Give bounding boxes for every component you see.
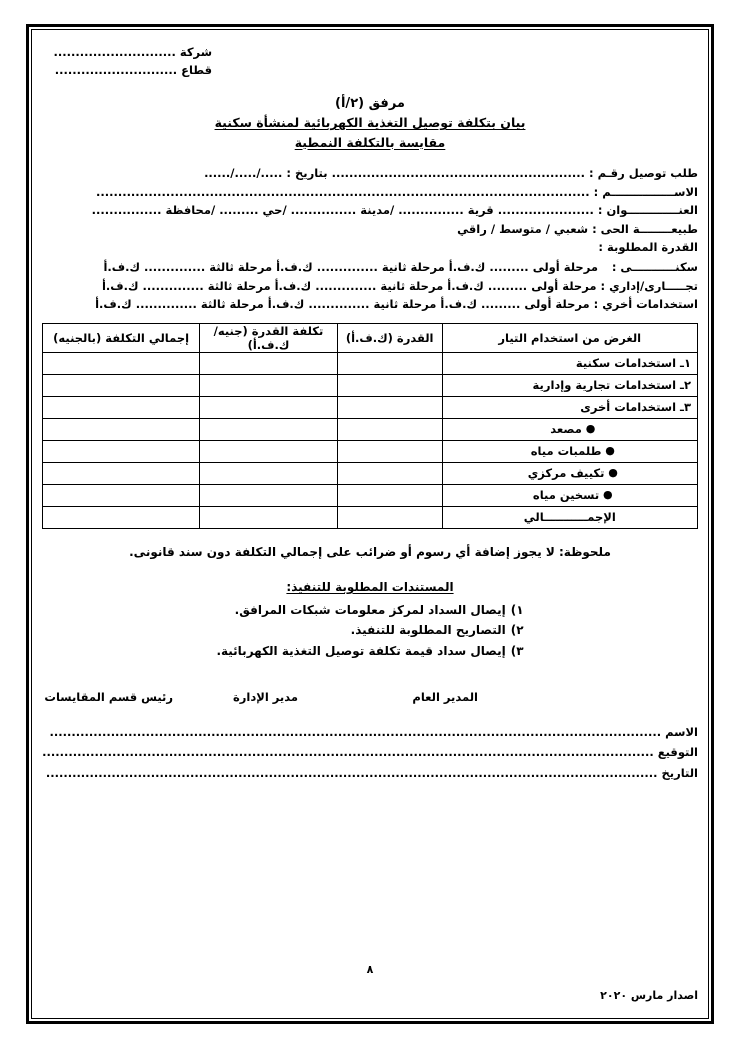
table-header-row (43, 323, 698, 352)
phase2-input[interactable]: .............. (315, 278, 377, 293)
signature-line-input[interactable]: ............................................................................................................................................ (42, 745, 654, 760)
cell-purpose (442, 440, 697, 462)
signature-line-input[interactable]: ............................................................................................................................................ (49, 724, 662, 739)
signature-roles (42, 690, 698, 708)
document-list-item (216, 641, 523, 662)
phase3-input[interactable]: .............. (144, 259, 206, 274)
document-title: بيان بتكلفة توصيل التغذية الكهربائية لمنشأة سكنية (214, 115, 526, 131)
cell-unit-cost[interactable] (200, 484, 338, 506)
cell-total-cost[interactable] (43, 418, 200, 440)
page-number: ٨ (366, 963, 374, 976)
required-documents (42, 577, 698, 662)
cell-total-cost[interactable] (43, 506, 200, 528)
phase3-unit: ك.ف.أ (101, 278, 139, 293)
page-content (42, 38, 698, 1010)
cell-purpose: ١ـ استخدامات سكنية (442, 352, 697, 374)
cell-power[interactable] (337, 352, 442, 374)
cell-purpose: ٢ـ استخدامات تجارية وإدارية (442, 374, 697, 396)
request-number-input[interactable]: .......................................................... (331, 165, 585, 180)
company-value: ............................ (53, 45, 176, 59)
signature-line-label: الاسم (661, 724, 698, 739)
signature-role-department-manager: مدير الإدارة (233, 689, 298, 704)
document-list-item (216, 600, 523, 621)
capacity-row-label: تجـــــارى/إداري : (600, 278, 698, 293)
cell-purpose-label: مصعد (550, 422, 582, 437)
cell-power[interactable] (337, 484, 442, 506)
header-total-cost: إجمالي التكلفة (بالجنيه) (43, 323, 200, 352)
cell-power[interactable] (337, 462, 442, 484)
table-row (43, 462, 698, 484)
district-nature-options[interactable]: شعبي / متوسط / راقي (457, 221, 589, 236)
phase1-input[interactable]: ......... (481, 297, 521, 312)
cell-purpose-label: تسخين مياه (532, 488, 600, 503)
cell-unit-cost[interactable] (200, 352, 338, 374)
header-unit-cost: تكلفة القدرة (جنيه/ك.ف.أ) (200, 323, 338, 352)
cell-power[interactable] (337, 440, 442, 462)
signature-role-general-manager: المدير العام (412, 689, 478, 704)
signature-line-label: التاريخ (657, 765, 698, 780)
document-list-item (216, 620, 523, 641)
document-item-number: ٢) (510, 623, 524, 638)
document-item-text: إيصال السداد لمركز معلومات شبكات المرافق. (234, 602, 506, 617)
cell-unit-cost[interactable] (200, 462, 338, 484)
address-district-input[interactable]: ......... (219, 203, 259, 218)
legal-note: ملحوظة: لا يجوز إضافة أي رسوم أو ضرائب على إجمالي التكلفة دون سند قانونى. (129, 544, 611, 559)
phase1-input[interactable]: ......... (489, 259, 529, 274)
cell-power[interactable] (337, 506, 442, 528)
phase2-label: مرحلة ثانية (380, 278, 444, 293)
cell-purpose: ٣ـ استخدامات أخرى (442, 396, 697, 418)
company-line (42, 44, 698, 62)
request-number-row (42, 164, 698, 183)
table-row (43, 418, 698, 440)
document-item-number: ١) (510, 602, 524, 617)
table-row (43, 484, 698, 506)
cell-unit-cost[interactable] (200, 418, 338, 440)
capacity-block (42, 238, 698, 313)
bullet-icon: ● (599, 488, 613, 502)
address-governorate-label: /محافظة (165, 203, 216, 218)
cell-unit-cost[interactable] (200, 440, 338, 462)
phase3-label: مرحلة ثالثة (200, 297, 264, 312)
applicant-name-label: الاســــــــــــــــم : (593, 184, 698, 199)
issue-date: اصدار مارس ٢٠٢٠ (600, 989, 698, 1002)
usage-cost-table (42, 323, 698, 529)
cell-purpose (442, 462, 697, 484)
bullet-icon: ● (581, 422, 596, 436)
capacity-row-label: استخدامات أخري : (593, 297, 698, 312)
table-row (43, 374, 698, 396)
cell-power[interactable] (337, 396, 442, 418)
cell-unit-cost[interactable] (200, 396, 338, 418)
header-purpose: الغرض من استخدام التيار (442, 323, 697, 352)
address-village-input[interactable]: ............... (398, 203, 464, 218)
header-power: القدرة (ك.ف.أ) (337, 323, 442, 352)
phase2-label: مرحلة ثانية (373, 297, 437, 312)
phase1-input[interactable]: ......... (487, 278, 528, 293)
phase1-unit: ك.ف.أ (448, 259, 486, 274)
company-label: شركة (179, 45, 212, 59)
signature-line-label: التوقيع (653, 745, 698, 760)
phase3-label: مرحلة ثالثة (209, 259, 273, 274)
address-label: العنـــــــــــــوان : (597, 203, 698, 218)
cell-purpose-label: طلمبات مياه (530, 444, 602, 459)
signature-lines (42, 722, 698, 783)
table-row (43, 352, 698, 374)
phase1-unit: ك.ف.أ (447, 278, 484, 293)
cell-total-cost[interactable] (43, 352, 200, 374)
applicant-name-input[interactable]: ................................................................................................................. (95, 184, 590, 199)
phase3-input[interactable]: .............. (135, 297, 197, 312)
bullet-icon: ● (601, 444, 615, 458)
request-fields (42, 164, 698, 239)
cell-purpose-label: تكييف مركزي (527, 466, 605, 481)
phase1-label: مرحلة أولى (531, 278, 597, 293)
address-input[interactable]: ...................... (497, 203, 594, 218)
sector-line (42, 62, 698, 80)
signature-line-التوقيع (42, 742, 698, 762)
district-nature-row (42, 220, 698, 239)
signature-role-head-of-section: رئيس قسم المقايسات (44, 689, 173, 704)
signature-line-الاسم (42, 722, 698, 742)
capacity-title: القدرة المطلوبة : (598, 240, 698, 255)
address-city-input[interactable]: ............... (290, 203, 357, 218)
phase2-input[interactable]: .............. (308, 297, 370, 312)
cell-purpose: الإجمـــــــــــالي (442, 506, 697, 528)
address-row (42, 201, 698, 220)
capacity-row-other (42, 295, 698, 314)
cell-total-cost[interactable] (43, 374, 200, 396)
phase3-unit: ك.ف.أ (95, 297, 132, 312)
signature-line-التاريخ (42, 763, 698, 783)
sector-value: ............................ (54, 62, 178, 77)
cell-purpose (442, 418, 697, 440)
sector-label: قطاع (181, 62, 212, 77)
cell-total-cost[interactable] (43, 396, 200, 418)
cell-total-cost[interactable] (43, 440, 200, 462)
document-subtitle: مقايسة بالتكلفة النمطية (294, 134, 446, 150)
applicant-name-row (42, 183, 698, 202)
cell-total-cost[interactable] (43, 484, 200, 506)
request-date-input[interactable]: ...../...../...... (204, 165, 283, 180)
capacity-row-commercial (42, 277, 698, 296)
document-item-text: التصاريح المطلوبة للتنفيذ. (350, 623, 506, 638)
phase2-label: مرحلة ثانية (381, 259, 445, 274)
phase2-unit: ك.ف.أ (267, 297, 305, 312)
capacity-row-residential (42, 258, 698, 277)
required-documents-title: المستندات المطلوبة للتنفيذ: (286, 579, 454, 594)
cell-total-cost[interactable] (43, 462, 200, 484)
cell-purpose (442, 484, 697, 506)
table-row (43, 396, 698, 418)
phase3-input[interactable]: .............. (142, 278, 204, 293)
request-number-label: طلب توصيل رقـم : (588, 165, 698, 180)
request-date-label: بتاريخ : (286, 165, 328, 180)
table-row (43, 506, 698, 528)
signature-line-input[interactable]: ............................................................................................................................................ (45, 765, 658, 780)
phase2-unit: ك.ف.أ (274, 278, 312, 293)
capacity-row-label: سكنـــــــــــى : (611, 259, 698, 274)
phase1-label: مرحلة أولى (532, 259, 598, 274)
phase3-label: مرحلة ثالثة (207, 278, 271, 293)
title-block (42, 94, 698, 152)
document-item-number: ٣) (510, 644, 524, 659)
address-village-label: قرية (467, 203, 494, 218)
district-nature-label: طبيعــــــــة الحى : (592, 221, 698, 236)
phase3-unit: ك.ف.أ (103, 259, 141, 274)
phase1-label: مرحلة أولى (524, 297, 590, 312)
document-item-text: إيصال سداد قيمة تكلفة توصيل التغذية الكهربائية. (216, 644, 506, 659)
annex-title: مرفق (٢/أ) (335, 95, 405, 111)
table-row (43, 440, 698, 462)
phase1-unit: ك.ف.أ (440, 297, 477, 312)
cell-power[interactable] (337, 374, 442, 396)
cell-unit-cost[interactable] (200, 374, 338, 396)
cell-power[interactable] (337, 418, 442, 440)
address-district-label: /حي (262, 203, 287, 218)
phase2-unit: ك.ف.أ (276, 259, 313, 274)
address-governorate-input[interactable]: ................ (91, 203, 162, 218)
organization-header (42, 44, 698, 80)
bullet-icon: ● (604, 466, 618, 480)
phase2-input[interactable]: .............. (316, 259, 378, 274)
address-city-label: /مدينة (360, 203, 395, 218)
cell-unit-cost[interactable] (200, 506, 338, 528)
